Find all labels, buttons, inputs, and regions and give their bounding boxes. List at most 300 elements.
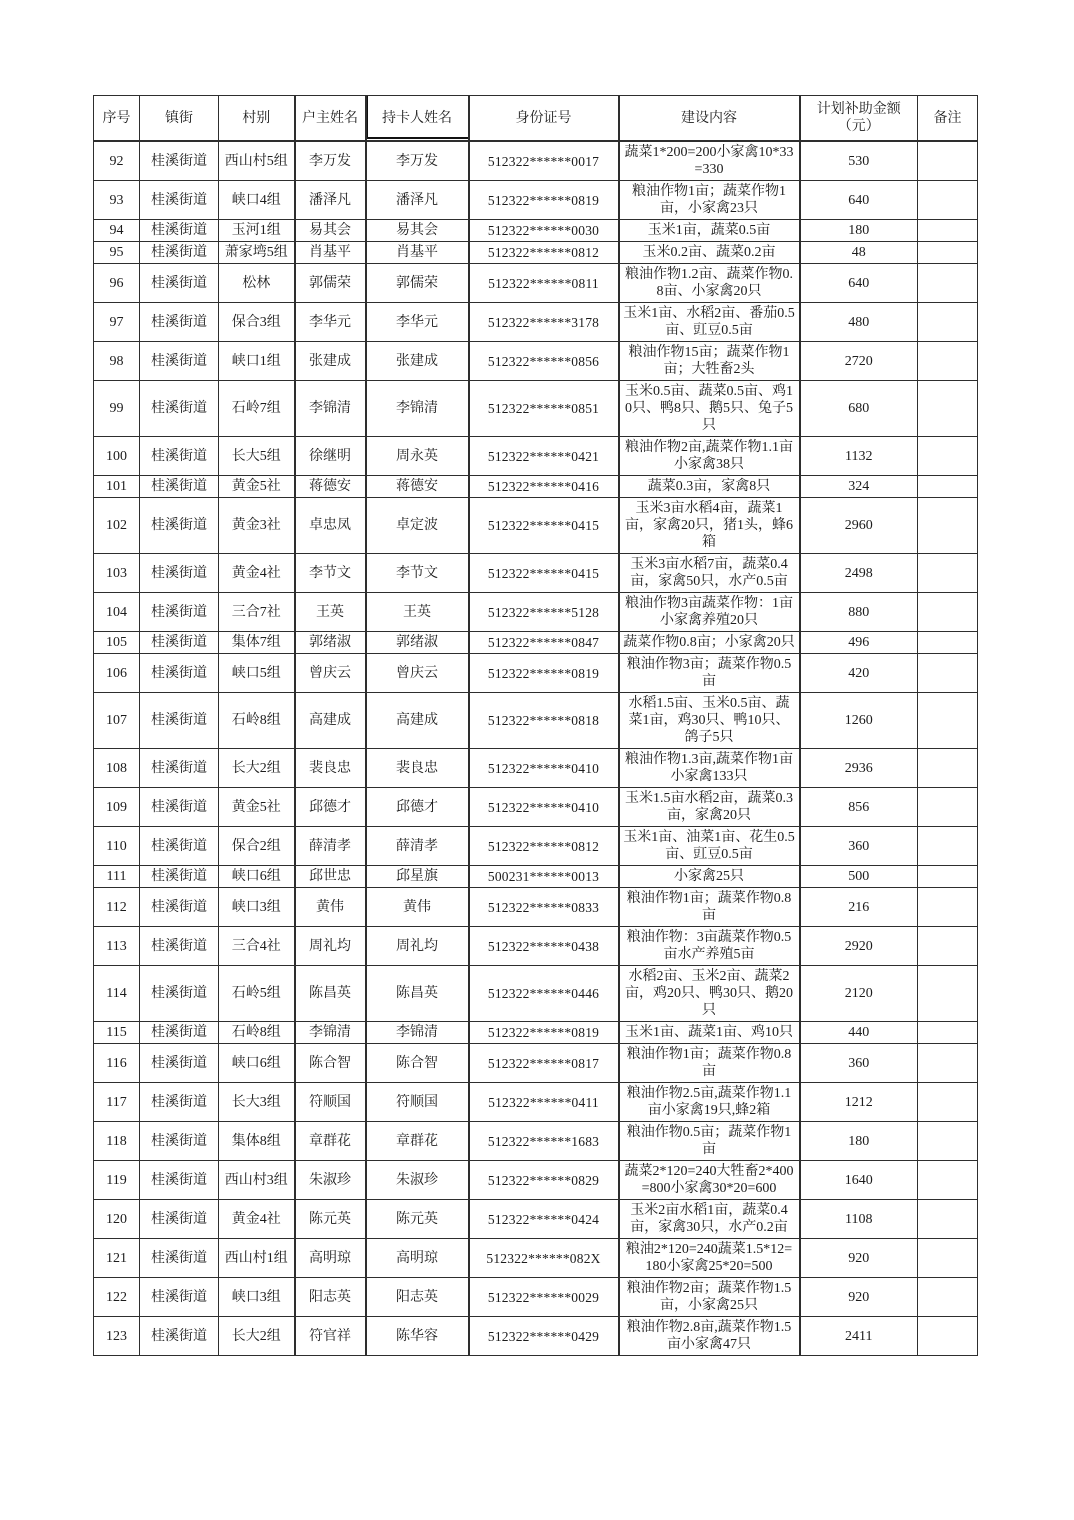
cell-amount[interactable]: 496 (800, 632, 918, 654)
cell-id[interactable]: 512322******0415 (469, 498, 619, 554)
cell-id[interactable]: 512322******0029 (469, 1278, 619, 1317)
cell-cardholder[interactable]: 李万发 (366, 141, 469, 181)
cell-no[interactable]: 109 (94, 788, 140, 827)
cell-cardholder[interactable]: 朱淑珍 (366, 1161, 469, 1200)
cell-householder[interactable]: 陈元英 (295, 1200, 366, 1239)
cell-content[interactable]: 玉米2亩水稻1亩，蔬菜0.4亩，家禽30只，水产0.2亩 (619, 1200, 800, 1239)
cell-remark[interactable] (918, 966, 978, 1022)
cell-cardholder[interactable]: 邱德才 (366, 788, 469, 827)
cell-id[interactable]: 512322******0818 (469, 693, 619, 749)
cell-content[interactable]: 粮油2*120=240蔬菜1.5*12=180小家禽25*20=500 (619, 1239, 800, 1278)
cell-town[interactable]: 桂溪街道 (140, 1317, 219, 1356)
cell-village[interactable]: 长大2组 (219, 1317, 295, 1356)
cell-town[interactable]: 桂溪街道 (140, 827, 219, 866)
cell-id[interactable]: 512322******0411 (469, 1083, 619, 1122)
cell-town[interactable]: 桂溪街道 (140, 1083, 219, 1122)
cell-village[interactable]: 峡口3组 (219, 888, 295, 927)
cell-id[interactable]: 512322******0410 (469, 788, 619, 827)
cell-householder[interactable]: 卓忠凤 (295, 498, 366, 554)
cell-amount[interactable]: 1212 (800, 1083, 918, 1122)
cell-householder[interactable]: 李锦清 (295, 381, 366, 437)
cell-town[interactable]: 桂溪街道 (140, 437, 219, 476)
cell-cardholder[interactable]: 高明琼 (366, 1239, 469, 1278)
cell-id[interactable]: 512322******5128 (469, 593, 619, 632)
cell-id[interactable]: 512322******0429 (469, 1317, 619, 1356)
cell-village[interactable]: 玉河1组 (219, 220, 295, 242)
cell-remark[interactable] (918, 1083, 978, 1122)
cell-no[interactable]: 114 (94, 966, 140, 1022)
cell-village[interactable]: 黄金3社 (219, 498, 295, 554)
cell-village[interactable]: 西山村5组 (219, 141, 295, 181)
cell-cardholder[interactable]: 陈昌英 (366, 966, 469, 1022)
cell-town[interactable]: 桂溪街道 (140, 927, 219, 966)
cell-no[interactable]: 122 (94, 1278, 140, 1317)
cell-village[interactable]: 峡口4组 (219, 181, 295, 220)
cell-amount[interactable]: 360 (800, 1044, 918, 1083)
cell-id[interactable]: 512322******0817 (469, 1044, 619, 1083)
cell-amount[interactable]: 440 (800, 1022, 918, 1044)
cell-town[interactable]: 桂溪街道 (140, 966, 219, 1022)
cell-id[interactable]: 512322******082X (469, 1239, 619, 1278)
cell-village[interactable]: 西山村3组 (219, 1161, 295, 1200)
cell-town[interactable]: 桂溪街道 (140, 788, 219, 827)
cell-householder[interactable]: 薛清孝 (295, 827, 366, 866)
cell-village[interactable]: 黄金5社 (219, 788, 295, 827)
cell-no[interactable]: 111 (94, 866, 140, 888)
cell-content[interactable]: 粮油作物2.8亩,蔬菜作物1.5亩小家禽47只 (619, 1317, 800, 1356)
cell-amount[interactable]: 180 (800, 220, 918, 242)
cell-householder[interactable]: 李华元 (295, 303, 366, 342)
cell-remark[interactable] (918, 141, 978, 181)
cell-cardholder[interactable]: 陈元英 (366, 1200, 469, 1239)
cell-householder[interactable]: 李节文 (295, 554, 366, 593)
cell-amount[interactable]: 920 (800, 1278, 918, 1317)
cell-content[interactable]: 玉米3亩水稻7亩，蔬菜0.4亩，家禽50只，水产0.5亩 (619, 554, 800, 593)
cell-cardholder[interactable]: 曾庆云 (366, 654, 469, 693)
cell-cardholder[interactable]: 易其会 (366, 220, 469, 242)
cell-amount[interactable]: 500 (800, 866, 918, 888)
cell-no[interactable]: 94 (94, 220, 140, 242)
table-row (94, 593, 978, 632)
cell-content[interactable]: 蔬菜作物0.8亩；小家禽20只 (619, 632, 800, 654)
cell-householder[interactable]: 郭绪淑 (295, 632, 366, 654)
cell-village[interactable]: 峡口1组 (219, 342, 295, 381)
cell-town[interactable]: 桂溪街道 (140, 342, 219, 381)
cell-amount[interactable]: 1260 (800, 693, 918, 749)
cell-village[interactable]: 长大2组 (219, 749, 295, 788)
cell-amount[interactable]: 48 (800, 242, 918, 264)
cell-village[interactable]: 集体7组 (219, 632, 295, 654)
cell-content[interactable]: 水稻1.5亩、玉米0.5亩、蔬菜1亩，鸡30只、鸭10只、鸽子5只 (619, 693, 800, 749)
cell-town[interactable]: 桂溪街道 (140, 242, 219, 264)
cell-amount[interactable]: 1132 (800, 437, 918, 476)
cell-cardholder[interactable]: 周礼均 (366, 927, 469, 966)
cell-content[interactable]: 蔬菜2*120=240大牲畜2*400=800小家禽30*20=600 (619, 1161, 800, 1200)
cell-householder[interactable]: 陈昌英 (295, 966, 366, 1022)
cell-householder[interactable]: 潘泽凡 (295, 181, 366, 220)
column-header-village[interactable] (219, 96, 295, 142)
cell-no[interactable]: 107 (94, 693, 140, 749)
cell-no[interactable]: 99 (94, 381, 140, 437)
cell-village[interactable]: 长大3组 (219, 1083, 295, 1122)
column-header-no[interactable] (94, 96, 140, 142)
cell-village[interactable]: 峡口3组 (219, 1278, 295, 1317)
cell-no[interactable]: 110 (94, 827, 140, 866)
cell-id[interactable]: 512322******0030 (469, 220, 619, 242)
cell-remark[interactable] (918, 593, 978, 632)
cell-village[interactable]: 保合3组 (219, 303, 295, 342)
cell-remark[interactable] (918, 1317, 978, 1356)
cell-no[interactable]: 104 (94, 593, 140, 632)
cell-village[interactable]: 峡口5组 (219, 654, 295, 693)
cell-town[interactable]: 桂溪街道 (140, 1239, 219, 1278)
cell-id[interactable]: 512322******0829 (469, 1161, 619, 1200)
cell-no[interactable]: 96 (94, 264, 140, 303)
cell-town[interactable]: 桂溪街道 (140, 693, 219, 749)
cell-village[interactable]: 西山村1组 (219, 1239, 295, 1278)
cell-id[interactable]: 512322******0819 (469, 1022, 619, 1044)
cell-householder[interactable]: 张建成 (295, 342, 366, 381)
cell-amount[interactable]: 216 (800, 888, 918, 927)
cell-no[interactable]: 121 (94, 1239, 140, 1278)
cell-amount[interactable]: 640 (800, 181, 918, 220)
cell-remark[interactable] (918, 1161, 978, 1200)
cell-content[interactable]: 玉米1亩、蔬菜1亩、鸡10只 (619, 1022, 800, 1044)
cell-remark[interactable] (918, 1200, 978, 1239)
cell-village[interactable]: 三合7社 (219, 593, 295, 632)
cell-content[interactable]: 玉米1亩、水稻2亩、番茄0.5亩、豇豆0.5亩 (619, 303, 800, 342)
cell-content[interactable]: 粮油作物1.2亩、蔬菜作物0.8亩、小家禽20只 (619, 264, 800, 303)
cell-cardholder[interactable]: 章群花 (366, 1122, 469, 1161)
cell-remark[interactable] (918, 381, 978, 437)
cell-householder[interactable]: 高明琼 (295, 1239, 366, 1278)
cell-town[interactable]: 桂溪街道 (140, 866, 219, 888)
cell-no[interactable]: 116 (94, 1044, 140, 1083)
cell-remark[interactable] (918, 242, 978, 264)
cell-content[interactable]: 粮油作物3亩；蔬菜作物0.5亩 (619, 654, 800, 693)
cell-remark[interactable] (918, 927, 978, 966)
cell-remark[interactable] (918, 749, 978, 788)
cell-householder[interactable]: 符官祥 (295, 1317, 366, 1356)
cell-no[interactable]: 95 (94, 242, 140, 264)
cell-town[interactable]: 桂溪街道 (140, 1122, 219, 1161)
cell-no[interactable]: 115 (94, 1022, 140, 1044)
cell-no[interactable]: 118 (94, 1122, 140, 1161)
cell-id[interactable]: 512322******0446 (469, 966, 619, 1022)
cell-content[interactable]: 粮油作物15亩；蔬菜作物1亩；大牲畜2头 (619, 342, 800, 381)
cell-id[interactable]: 512322******0438 (469, 927, 619, 966)
cell-content[interactable]: 玉米1.5亩水稻2亩，蔬菜0.3亩，家禽20只 (619, 788, 800, 827)
cell-remark[interactable] (918, 866, 978, 888)
cell-no[interactable]: 92 (94, 141, 140, 181)
cell-id[interactable]: 512322******0847 (469, 632, 619, 654)
cell-content[interactable]: 粮油作物2.5亩,蔬菜作物1.1亩小家禽19只,蜂2箱 (619, 1083, 800, 1122)
cell-content[interactable]: 玉米0.5亩、蔬菜0.5亩、鸡10只、鸭8只、鹅5只、兔子5只 (619, 381, 800, 437)
cell-amount[interactable]: 420 (800, 654, 918, 693)
cell-cardholder[interactable]: 陈合智 (366, 1044, 469, 1083)
cell-amount[interactable]: 2498 (800, 554, 918, 593)
column-header-amount[interactable] (800, 96, 918, 142)
cell-cardholder[interactable]: 卓定波 (366, 498, 469, 554)
cell-no[interactable]: 105 (94, 632, 140, 654)
cell-no[interactable]: 103 (94, 554, 140, 593)
cell-cardholder[interactable]: 潘泽凡 (366, 181, 469, 220)
cell-remark[interactable] (918, 1239, 978, 1278)
column-header-householder[interactable] (295, 96, 366, 142)
cell-remark[interactable] (918, 220, 978, 242)
cell-content[interactable]: 小家禽25只 (619, 866, 800, 888)
cell-content[interactable]: 粮油作物2亩；蔬菜作物1.5亩，小家禽25只 (619, 1278, 800, 1317)
cell-town[interactable]: 桂溪街道 (140, 220, 219, 242)
cell-id[interactable]: 512322******3178 (469, 303, 619, 342)
cell-householder[interactable]: 徐继明 (295, 437, 366, 476)
cell-village[interactable]: 黄金5社 (219, 476, 295, 498)
cell-content[interactable]: 蔬菜0.3亩，家禽8只 (619, 476, 800, 498)
column-header-id[interactable] (469, 96, 619, 142)
cell-no[interactable]: 100 (94, 437, 140, 476)
cell-town[interactable]: 桂溪街道 (140, 554, 219, 593)
cell-amount[interactable]: 530 (800, 141, 918, 181)
cell-amount[interactable]: 480 (800, 303, 918, 342)
cell-id[interactable]: 512322******0819 (469, 654, 619, 693)
cell-no[interactable]: 119 (94, 1161, 140, 1200)
cell-no[interactable]: 123 (94, 1317, 140, 1356)
cell-id[interactable]: 512322******0017 (469, 141, 619, 181)
cell-remark[interactable] (918, 654, 978, 693)
cell-remark[interactable] (918, 342, 978, 381)
cell-cardholder[interactable]: 郭儒荣 (366, 264, 469, 303)
cell-remark[interactable] (918, 888, 978, 927)
cell-content[interactable]: 粮油作物0.5亩；蔬菜作物1亩 (619, 1122, 800, 1161)
cell-cardholder[interactable]: 周永英 (366, 437, 469, 476)
cell-remark[interactable] (918, 788, 978, 827)
cell-town[interactable]: 桂溪街道 (140, 749, 219, 788)
cell-content[interactable]: 粮油作物1.3亩,蔬菜作物1亩小家禽133只 (619, 749, 800, 788)
cell-householder[interactable]: 高建成 (295, 693, 366, 749)
cell-cardholder[interactable]: 邱星旗 (366, 866, 469, 888)
cell-remark[interactable] (918, 476, 978, 498)
cell-amount[interactable]: 680 (800, 381, 918, 437)
cell-amount[interactable]: 880 (800, 593, 918, 632)
cell-remark[interactable] (918, 181, 978, 220)
cell-content[interactable]: 粮油作物1亩；蔬菜作物1亩，小家禽23只 (619, 181, 800, 220)
cell-content[interactable]: 玉米3亩水稻4亩，蔬菜1亩，家禽20只，猪1头，蜂6箱 (619, 498, 800, 554)
cell-town[interactable]: 桂溪街道 (140, 888, 219, 927)
cell-cardholder[interactable]: 王英 (366, 593, 469, 632)
cell-householder[interactable]: 周礼均 (295, 927, 366, 966)
cell-householder[interactable]: 曾庆云 (295, 654, 366, 693)
cell-remark[interactable] (918, 1044, 978, 1083)
cell-remark[interactable] (918, 554, 978, 593)
cell-content[interactable]: 粮油作物3亩蔬菜作物：1亩小家禽养殖20只 (619, 593, 800, 632)
cell-amount[interactable]: 640 (800, 264, 918, 303)
cell-town[interactable]: 桂溪街道 (140, 1044, 219, 1083)
cell-householder[interactable]: 符顺国 (295, 1083, 366, 1122)
cell-amount[interactable]: 2920 (800, 927, 918, 966)
cell-content[interactable]: 粮油作物：3亩蔬菜作物0.5亩水产养殖5亩 (619, 927, 800, 966)
cell-remark[interactable] (918, 303, 978, 342)
cell-householder[interactable]: 肖基平 (295, 242, 366, 264)
cell-cardholder[interactable]: 李华元 (366, 303, 469, 342)
cell-content[interactable]: 玉米0.2亩、蔬菜0.2亩 (619, 242, 800, 264)
cell-village[interactable]: 石岭7组 (219, 381, 295, 437)
cell-householder[interactable]: 朱淑珍 (295, 1161, 366, 1200)
cell-no[interactable]: 98 (94, 342, 140, 381)
cell-amount[interactable]: 2411 (800, 1317, 918, 1356)
cell-village[interactable]: 黄金4社 (219, 1200, 295, 1239)
cell-town[interactable]: 桂溪街道 (140, 1278, 219, 1317)
cell-village[interactable]: 峡口6组 (219, 1044, 295, 1083)
cell-village[interactable]: 黄金4社 (219, 554, 295, 593)
cell-householder[interactable]: 蒋德安 (295, 476, 366, 498)
cell-town[interactable]: 桂溪街道 (140, 264, 219, 303)
cell-town[interactable]: 桂溪街道 (140, 654, 219, 693)
cell-id[interactable]: 512322******0851 (469, 381, 619, 437)
cell-remark[interactable] (918, 437, 978, 476)
cell-cardholder[interactable]: 符顺国 (366, 1083, 469, 1122)
cell-householder[interactable]: 阳志英 (295, 1278, 366, 1317)
cell-amount[interactable]: 180 (800, 1122, 918, 1161)
cell-town[interactable]: 桂溪街道 (140, 181, 219, 220)
cell-village[interactable]: 集体8组 (219, 1122, 295, 1161)
cell-town[interactable]: 桂溪街道 (140, 303, 219, 342)
cell-town[interactable]: 桂溪街道 (140, 141, 219, 181)
cell-town[interactable]: 桂溪街道 (140, 498, 219, 554)
cell-cardholder[interactable]: 裴良忠 (366, 749, 469, 788)
cell-town[interactable]: 桂溪街道 (140, 1161, 219, 1200)
cell-cardholder[interactable]: 黄伟 (366, 888, 469, 927)
cell-village[interactable]: 峡口6组 (219, 866, 295, 888)
cell-amount[interactable]: 2720 (800, 342, 918, 381)
cell-remark[interactable] (918, 632, 978, 654)
cell-cardholder[interactable]: 李节文 (366, 554, 469, 593)
cell-amount[interactable]: 856 (800, 788, 918, 827)
cell-cardholder[interactable]: 高建成 (366, 693, 469, 749)
table-row (94, 554, 978, 593)
cell-id[interactable]: 512322******1683 (469, 1122, 619, 1161)
cell-householder[interactable]: 邱德才 (295, 788, 366, 827)
cell-remark[interactable] (918, 1022, 978, 1044)
cell-id[interactable]: 512322******0424 (469, 1200, 619, 1239)
cell-id[interactable]: 512322******0819 (469, 181, 619, 220)
cell-cardholder[interactable]: 肖基平 (366, 242, 469, 264)
cell-town[interactable]: 桂溪街道 (140, 1022, 219, 1044)
cell-village[interactable]: 保合2组 (219, 827, 295, 866)
cell-no[interactable]: 113 (94, 927, 140, 966)
cell-town[interactable]: 桂溪街道 (140, 1200, 219, 1239)
cell-village[interactable]: 三合4社 (219, 927, 295, 966)
cell-remark[interactable] (918, 693, 978, 749)
cell-amount[interactable]: 2960 (800, 498, 918, 554)
cell-id[interactable]: 512322******0833 (469, 888, 619, 927)
cell-content[interactable]: 水稻2亩、玉米2亩、蔬菜2亩，鸡20只、鸭30只、鹅20只 (619, 966, 800, 1022)
cell-amount[interactable]: 324 (800, 476, 918, 498)
cell-cardholder[interactable]: 蒋德安 (366, 476, 469, 498)
column-header-content[interactable] (619, 96, 800, 142)
cell-no[interactable]: 117 (94, 1083, 140, 1122)
cell-householder[interactable]: 邱世忠 (295, 866, 366, 888)
cell-id[interactable]: 512322******0410 (469, 749, 619, 788)
cell-village[interactable]: 石岭5组 (219, 966, 295, 1022)
cell-remark[interactable] (918, 1122, 978, 1161)
cell-remark[interactable] (918, 1278, 978, 1317)
cell-householder[interactable]: 陈合智 (295, 1044, 366, 1083)
cell-householder[interactable]: 章群花 (295, 1122, 366, 1161)
cell-remark[interactable] (918, 498, 978, 554)
cell-id[interactable]: 512322******0416 (469, 476, 619, 498)
cell-no[interactable]: 112 (94, 888, 140, 927)
cell-village[interactable]: 萧家塆5组 (219, 242, 295, 264)
cell-id[interactable]: 512322******0856 (469, 342, 619, 381)
cell-village[interactable]: 石岭8组 (219, 693, 295, 749)
table-row (94, 242, 978, 264)
cell-town[interactable]: 桂溪街道 (140, 632, 219, 654)
cell-id[interactable]: 512322******0415 (469, 554, 619, 593)
cell-content[interactable]: 粮油作物1亩；蔬菜作物0.8亩 (619, 1044, 800, 1083)
cell-village[interactable]: 长大5组 (219, 437, 295, 476)
cell-householder[interactable]: 裴良忠 (295, 749, 366, 788)
cell-cardholder[interactable]: 阳志英 (366, 1278, 469, 1317)
cell-id[interactable]: 512322******0421 (469, 437, 619, 476)
cell-no[interactable]: 120 (94, 1200, 140, 1239)
cell-householder[interactable]: 王英 (295, 593, 366, 632)
cell-content[interactable]: 蔬菜1*200=200小家禽10*33=330 (619, 141, 800, 181)
cell-householder[interactable]: 郭儒荣 (295, 264, 366, 303)
cell-town[interactable]: 桂溪街道 (140, 476, 219, 498)
cell-village[interactable]: 松林 (219, 264, 295, 303)
cell-amount[interactable]: 360 (800, 827, 918, 866)
cell-town[interactable]: 桂溪街道 (140, 593, 219, 632)
cell-village[interactable]: 石岭8组 (219, 1022, 295, 1044)
cell-householder[interactable]: 李万发 (295, 141, 366, 181)
cell-no[interactable]: 101 (94, 476, 140, 498)
cell-amount[interactable]: 1108 (800, 1200, 918, 1239)
cell-no[interactable]: 108 (94, 749, 140, 788)
cell-remark[interactable] (918, 827, 978, 866)
column-header-cardholder[interactable] (366, 96, 469, 142)
cell-no[interactable]: 93 (94, 181, 140, 220)
column-header-remark[interactable] (918, 96, 978, 142)
cell-amount[interactable]: 2936 (800, 749, 918, 788)
cell-id[interactable]: 512322******0812 (469, 827, 619, 866)
cell-amount[interactable]: 920 (800, 1239, 918, 1278)
cell-householder[interactable]: 黄伟 (295, 888, 366, 927)
cell-town[interactable]: 桂溪街道 (140, 381, 219, 437)
cell-householder[interactable]: 李锦清 (295, 1022, 366, 1044)
column-header-town[interactable] (140, 96, 219, 142)
cell-no[interactable]: 106 (94, 654, 140, 693)
cell-content[interactable]: 玉米1亩，蔬菜0.5亩 (619, 220, 800, 242)
cell-cardholder[interactable]: 张建成 (366, 342, 469, 381)
cell-no[interactable]: 102 (94, 498, 140, 554)
cell-cardholder[interactable]: 薛清孝 (366, 827, 469, 866)
cell-id[interactable]: 512322******0811 (469, 264, 619, 303)
cell-householder[interactable]: 易其会 (295, 220, 366, 242)
cell-cardholder[interactable]: 陈华容 (366, 1317, 469, 1356)
cell-content[interactable]: 粮油作物1亩；蔬菜作物0.8亩 (619, 888, 800, 927)
cell-amount[interactable]: 2120 (800, 966, 918, 1022)
cell-id[interactable]: 500231******0013 (469, 866, 619, 888)
cell-content[interactable]: 粮油作物2亩,蔬菜作物1.1亩小家禽38只 (619, 437, 800, 476)
cell-remark[interactable] (918, 264, 978, 303)
cell-content[interactable]: 玉米1亩、油菜1亩、花生0.5亩、豇豆0.5亩 (619, 827, 800, 866)
cell-cardholder[interactable]: 李锦清 (366, 381, 469, 437)
cell-no[interactable]: 97 (94, 303, 140, 342)
cell-cardholder[interactable]: 郭绪淑 (366, 632, 469, 654)
cell-id[interactable]: 512322******0812 (469, 242, 619, 264)
cell-cardholder[interactable]: 李锦清 (366, 1022, 469, 1044)
cell-amount[interactable]: 1640 (800, 1161, 918, 1200)
